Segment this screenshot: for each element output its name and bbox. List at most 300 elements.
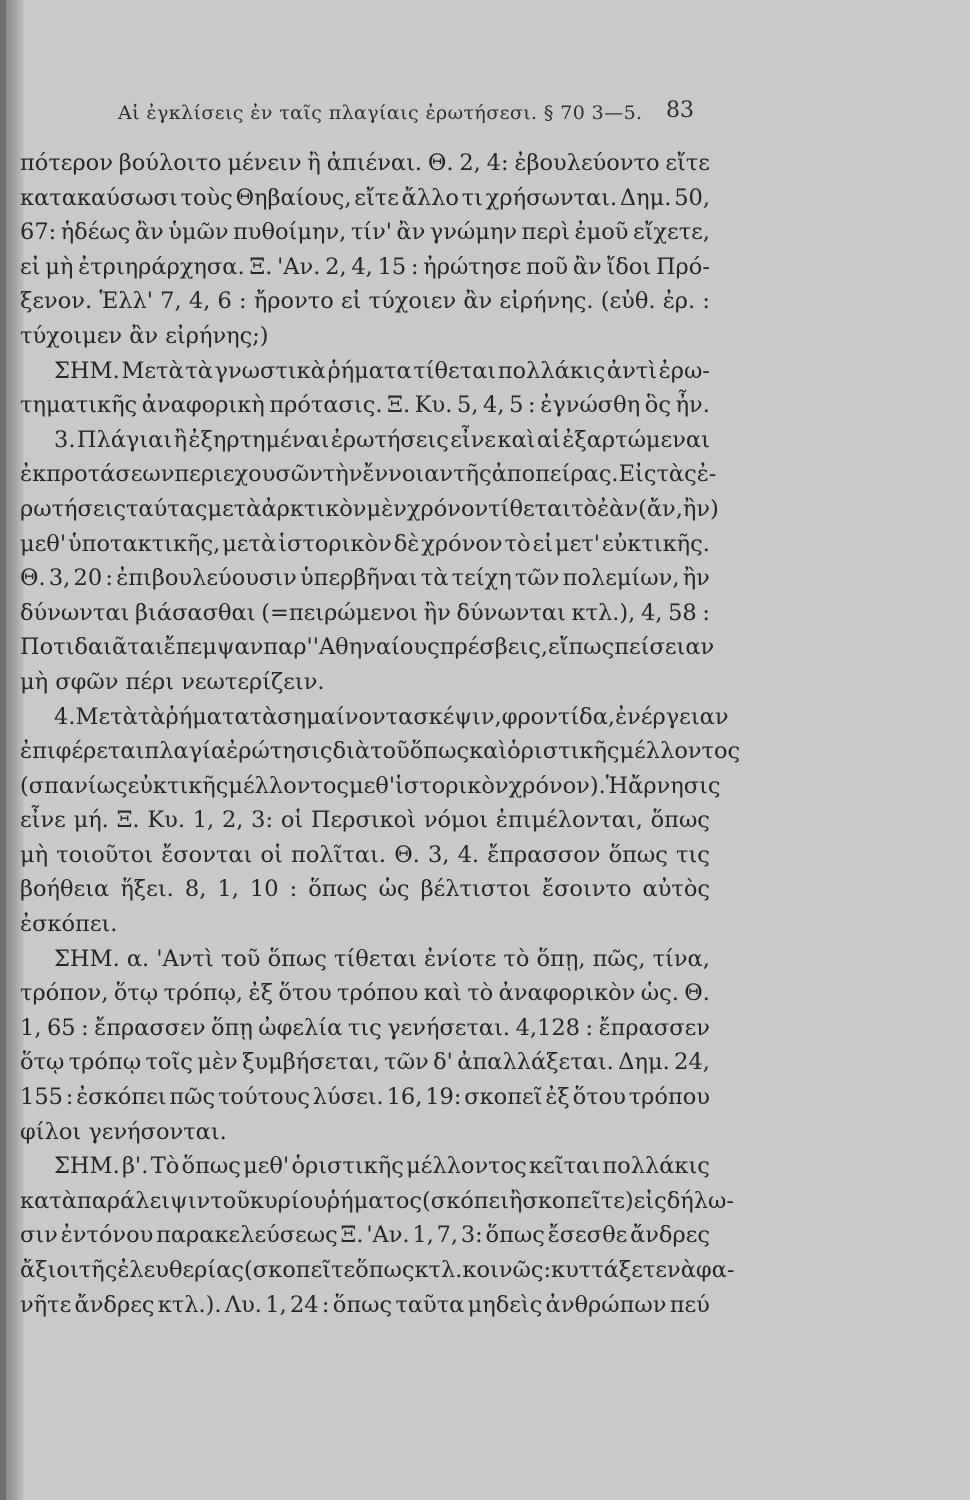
- word: ἐπιβουλεύουσιν: [116, 565, 297, 592]
- word: μὲν: [366, 495, 407, 522]
- word: τὸ: [503, 945, 530, 972]
- word: ἔσεσθε: [547, 1222, 628, 1249]
- text-line: [20, 423, 710, 458]
- word: τρόπον,: [20, 980, 109, 1007]
- word: Περσικοὶ: [310, 807, 417, 834]
- word: ἐκ: [20, 461, 47, 488]
- word: πρότασις.: [269, 392, 383, 419]
- word: ὅπως: [485, 1222, 545, 1249]
- word: ἐλευθερίας: [117, 1257, 245, 1283]
- word: ὅτῳ: [20, 1049, 65, 1076]
- word: (ἄν,: [638, 495, 683, 522]
- word: τίθεται: [488, 495, 572, 522]
- word: εἰ: [20, 253, 41, 280]
- word: Ποτιδαιᾶται: [20, 634, 164, 661]
- word: 24,: [674, 1049, 710, 1076]
- word: ἢν: [682, 565, 710, 592]
- word: ἄρνησις: [628, 772, 721, 799]
- word: β'.: [122, 1153, 149, 1180]
- word: Ξ.: [387, 392, 411, 419]
- word: 4.: [54, 703, 76, 730]
- word: αἱ: [536, 426, 561, 453]
- word: καὶ: [469, 738, 508, 765]
- word: μηδεὶς: [467, 1291, 543, 1318]
- word: ὅπως: [608, 841, 668, 868]
- word: 'Αν.: [277, 253, 321, 280]
- word: σκοπεῖτε): [522, 1187, 634, 1214]
- word: Μετὰ: [121, 357, 184, 384]
- word: ἐὰν: [597, 495, 639, 522]
- word: 10: [249, 876, 279, 903]
- word: ἐρώτησις: [226, 738, 333, 765]
- text-line: [20, 1218, 710, 1253]
- word: οἱ: [280, 807, 304, 834]
- word: 'Αντὶ: [156, 945, 214, 972]
- word: Ἡ: [605, 772, 629, 799]
- word: μέλλοντος: [228, 772, 350, 799]
- word: 155: [20, 1084, 63, 1111]
- word: τρόπῳ,: [163, 980, 244, 1007]
- word: πῶς: [169, 1084, 216, 1111]
- word: ἄνδρες: [630, 1222, 710, 1249]
- word: ἔπρασσεν: [94, 1014, 206, 1041]
- word: νόμοι: [423, 807, 489, 834]
- text-line: [20, 1253, 735, 1288]
- word: ὡς.: [640, 980, 679, 1007]
- word: κτλ.),: [571, 599, 636, 626]
- word: ἂν: [396, 219, 426, 246]
- word: ἀναφορικὴ: [141, 392, 265, 419]
- word: 'Αθηναίους: [312, 634, 440, 661]
- word: ἀναφορικὸν: [498, 980, 636, 1007]
- word: 7,: [436, 1222, 459, 1249]
- word: Ξ.: [116, 807, 140, 834]
- word: ἄλλο: [401, 184, 459, 211]
- word: φα-: [695, 1257, 735, 1283]
- word: ἐξ: [248, 980, 273, 1007]
- word: ξενον.: [20, 288, 93, 315]
- word: 3:: [251, 807, 274, 834]
- text-line: [20, 561, 710, 596]
- word: 3.: [54, 426, 76, 453]
- word: (=πειρώμενοι: [261, 599, 418, 626]
- word: ἐβουλεύοντο: [514, 150, 660, 176]
- word: παράλειψιν: [76, 1187, 211, 1214]
- word: Πλάγιαι: [76, 426, 173, 453]
- text-line: [20, 1080, 710, 1115]
- word: χρόνον: [406, 495, 489, 522]
- word: 4,: [351, 253, 373, 280]
- word: τίθεται: [413, 357, 497, 384]
- word: ἔπεμψαν: [163, 634, 264, 661]
- word: ἢ: [307, 150, 321, 176]
- word: τὰ: [420, 565, 449, 592]
- word: τις: [676, 841, 710, 868]
- text-line: [20, 1011, 710, 1046]
- word: τῆς: [453, 461, 492, 488]
- word: ὁριστικῆς: [291, 1153, 404, 1180]
- word: αὐτὸς: [642, 876, 710, 903]
- word: καὶ: [423, 980, 462, 1007]
- word: τὸ: [504, 530, 531, 557]
- word: τὰ: [185, 357, 213, 384]
- word: παρακελεύσεως: [156, 1222, 338, 1249]
- word: προτάσεων: [46, 461, 175, 488]
- word: πῶς,: [592, 945, 646, 972]
- word: τρόπου: [628, 1084, 710, 1111]
- word: 65: [46, 1014, 76, 1041]
- text-line: [20, 630, 715, 665]
- word: τις: [347, 1014, 382, 1041]
- word: ὁριστικῆς: [507, 738, 620, 765]
- text-line-content: τύχοιμεν ἂν εἰρήνης;): [20, 322, 269, 349]
- word: ἀρκτικὸν: [261, 495, 367, 522]
- word: α.: [126, 945, 150, 972]
- text-line: [20, 734, 741, 769]
- word: ἦν.: [675, 392, 710, 419]
- word: καὶ: [497, 426, 536, 453]
- word: τείχη: [451, 565, 512, 592]
- page-number: 83: [666, 98, 694, 123]
- word: ἐμοῦ: [574, 219, 629, 246]
- text-line: [20, 284, 710, 319]
- word: ἀνθρώπων: [545, 1291, 667, 1318]
- word: μεθ': [20, 530, 67, 557]
- word: Κυ.: [414, 392, 453, 419]
- word: γενήσεται.: [387, 1014, 511, 1041]
- text-line: [20, 976, 710, 1011]
- word: τοῦ: [220, 945, 261, 972]
- word: Τὸ: [150, 1153, 180, 1180]
- word: ὅπως: [650, 807, 710, 834]
- word: τρόπῳ: [68, 1049, 142, 1076]
- word: ὑποτακτικῆς,: [68, 530, 221, 557]
- word: ἥξει.: [120, 876, 174, 903]
- word: εὐκτικῆς: [127, 772, 229, 799]
- word: ὅπως: [308, 876, 368, 903]
- text-line: [20, 769, 721, 804]
- word: ὅπῃ: [210, 1014, 253, 1041]
- word: :: [289, 876, 298, 903]
- word: Κυ.: [147, 807, 185, 834]
- word: μή.: [73, 807, 109, 834]
- word: Ξ.: [249, 253, 273, 280]
- word: μεθ': [243, 1153, 290, 1180]
- word: ὡς: [378, 876, 410, 903]
- word: ἐπιμέλονται,: [495, 807, 643, 834]
- word: εἰ: [532, 530, 554, 557]
- text-line: [20, 1149, 710, 1184]
- word: ἐξαρτώμεναι: [562, 426, 710, 453]
- word: 3,: [427, 841, 450, 868]
- word: :: [81, 1014, 89, 1041]
- word: ἐτριηράρχησα.: [78, 253, 245, 280]
- word: ΣΗΜ.: [54, 945, 120, 972]
- word: μεθ': [349, 772, 396, 799]
- word: τοῖς: [145, 1049, 193, 1076]
- word: Δημ.: [619, 184, 672, 211]
- word: πρέσβεις,: [439, 634, 549, 661]
- word: ἀπαλλάξεται.: [457, 1049, 614, 1076]
- word: τὸ: [467, 980, 494, 1007]
- word: (σκόπει: [422, 1187, 510, 1214]
- word: 58: [668, 599, 697, 626]
- word: :: [239, 288, 247, 315]
- word: :: [321, 1291, 330, 1318]
- word: :: [702, 599, 710, 626]
- word: πολεμίων,: [562, 565, 680, 592]
- word: 15: [377, 253, 407, 280]
- word: 5,: [456, 392, 479, 419]
- word: Πρό-: [655, 253, 710, 280]
- word: ἐξ: [545, 1084, 570, 1111]
- word: ἐπιφέρεται: [20, 738, 145, 765]
- word: ἢ: [509, 1187, 523, 1214]
- word: Θ.: [394, 841, 420, 868]
- word: ἐξηρτημέναι: [188, 426, 330, 453]
- word: τοῦ: [370, 738, 410, 765]
- word: ἢν): [682, 495, 719, 522]
- word: Μετὰ: [75, 703, 138, 730]
- word: σκοπεῖ: [464, 1084, 543, 1111]
- word: :: [410, 253, 419, 280]
- text-line: [20, 665, 710, 700]
- word: λύσει.: [312, 1084, 384, 1111]
- word: εἴτε: [354, 184, 399, 211]
- word: ἐ-: [696, 461, 717, 488]
- word: εἰ: [340, 288, 362, 315]
- word: βοήθεια: [20, 876, 110, 903]
- word: εἰς: [633, 1187, 667, 1214]
- word: κυρίου: [249, 1187, 327, 1214]
- word: σκέψιν,: [413, 703, 502, 730]
- word: βούλοιτο: [118, 150, 222, 176]
- text-line: [20, 700, 729, 735]
- word: πείσειαν: [614, 634, 715, 661]
- word: ῥήματος: [326, 1187, 423, 1214]
- word: εἶνε: [450, 426, 497, 453]
- word: 67:: [20, 219, 57, 246]
- word: 4,: [640, 599, 663, 626]
- word: ἔπρασσεν: [598, 1014, 710, 1041]
- word: ἀποπείρας.: [491, 461, 619, 488]
- word: νὰ: [667, 1257, 696, 1283]
- word: 2,: [459, 150, 481, 176]
- word: 19:: [425, 1084, 462, 1111]
- word: τοὺς: [180, 184, 233, 211]
- text-line: [20, 146, 710, 181]
- word: πότερον: [20, 150, 113, 176]
- text-line-content: φίλοι γενήσονται.: [20, 1118, 227, 1145]
- word: (εὐθ.: [600, 288, 656, 315]
- word: ῥήματα: [327, 357, 412, 384]
- word: ῥήματα: [165, 703, 250, 730]
- word: ἔσοιντο: [542, 876, 632, 903]
- text-line: [20, 907, 710, 942]
- word: τῶν: [384, 1049, 429, 1076]
- word: :: [543, 1257, 552, 1283]
- word: τηματικῆς: [20, 392, 138, 419]
- word: ρωτήσεις: [20, 495, 126, 522]
- word: 2,: [325, 253, 347, 280]
- word: ὅτῳ: [113, 980, 159, 1007]
- word: :: [65, 1084, 74, 1111]
- word: 'Αν.: [366, 1222, 410, 1249]
- word: 2,: [221, 807, 244, 834]
- word: ἐνέργειαν: [615, 703, 729, 730]
- word: εἴπως: [548, 634, 615, 661]
- word: μένειν: [227, 150, 302, 176]
- word: χρόνον: [421, 530, 503, 557]
- word: Θηβαίους,: [235, 184, 352, 211]
- word: δύνωνται: [456, 599, 566, 626]
- text-line: [20, 250, 710, 285]
- word: ὅπως: [332, 1291, 393, 1318]
- word: ἡδέως: [60, 219, 131, 246]
- word: δύνωνται: [20, 599, 130, 626]
- word: κατὰ: [20, 1187, 77, 1214]
- word: 1,: [192, 807, 215, 834]
- word: κυττάξετε: [551, 1257, 668, 1283]
- word: 1,: [412, 1222, 434, 1249]
- text-line: [20, 838, 710, 873]
- word: ἐντόνου: [60, 1222, 154, 1249]
- word: Θ.: [684, 980, 710, 1007]
- word: εἴτε: [665, 150, 710, 176]
- word: ξυμβήσεται,: [242, 1049, 380, 1076]
- word: ἠρώτησε: [423, 253, 522, 280]
- text-line: [20, 319, 710, 354]
- word: τῆς: [78, 1257, 118, 1283]
- text-line: [20, 1288, 710, 1323]
- word: :: [528, 392, 536, 419]
- word: ὅπῃ,: [536, 945, 586, 972]
- word: :: [702, 288, 710, 315]
- word: τι: [461, 184, 483, 211]
- word: τὸ: [571, 495, 598, 522]
- word: βιάσασθαι: [135, 599, 256, 626]
- word: τίνα,: [652, 945, 710, 972]
- word: Εἰς: [618, 461, 657, 488]
- text-line: [20, 803, 710, 838]
- word: 4,128: [515, 1014, 580, 1041]
- word: παρ': [263, 634, 313, 661]
- word: ὃς: [644, 392, 671, 419]
- word: σιν: [20, 1222, 58, 1249]
- running-head: Αἱ ἐγκλίσεις ἐν ταῖς πλαγίαις ἐρωτήσεσι. § 70 3—5.: [118, 102, 643, 124]
- word: :: [105, 565, 113, 592]
- word: ποῦ: [526, 253, 569, 280]
- word: πολῖται.: [291, 841, 387, 868]
- word: δὲ: [393, 530, 420, 557]
- word: ἄξιοι: [20, 1257, 79, 1283]
- word: μετὰ: [207, 495, 262, 522]
- word: κεῖται: [529, 1153, 601, 1180]
- word: τὴν: [322, 461, 363, 488]
- word: πλαγία: [144, 738, 227, 765]
- word: 7,: [160, 288, 182, 315]
- word: ἐρω-: [658, 357, 710, 384]
- word: τὰ: [137, 703, 166, 730]
- word: 16,: [386, 1084, 423, 1111]
- word: ἢν: [423, 599, 451, 626]
- word: 4,: [483, 392, 505, 419]
- word: (σπανίως: [20, 772, 128, 799]
- word: κτλ.: [414, 1257, 463, 1283]
- body-text: [20, 146, 741, 1322]
- word: εἴχετε,: [632, 219, 710, 246]
- word: ἂν: [134, 219, 164, 246]
- word: Λυ.: [224, 1291, 262, 1318]
- word: 5: [509, 392, 524, 419]
- word: ταῦτα: [395, 1291, 465, 1318]
- word: χρόνον).: [508, 772, 606, 799]
- word: 4,: [188, 288, 211, 315]
- word: εὐκτικῆς.: [601, 530, 710, 557]
- word: ἐνίοτε: [424, 945, 497, 972]
- text-line: [20, 527, 710, 562]
- word: ἔννοιαν: [362, 461, 454, 488]
- text-line: [20, 596, 710, 631]
- word: γνώμην: [429, 219, 518, 246]
- word: πεύ: [669, 1291, 710, 1318]
- word: εἰρήνης.: [499, 288, 594, 315]
- word: :: [585, 1014, 594, 1041]
- word: τίν': [350, 219, 392, 246]
- word: 1,: [265, 1291, 287, 1318]
- word: 8,: [184, 876, 207, 903]
- word: 6: [217, 288, 232, 315]
- text-line: [20, 354, 710, 389]
- word: 20: [73, 565, 103, 592]
- word: ἀντὶ: [606, 357, 658, 384]
- word: τὰς: [656, 461, 697, 488]
- text-line: [20, 872, 710, 907]
- word: ΣΗΜ.: [54, 1153, 120, 1180]
- word: ἱστορικὸν: [278, 530, 392, 557]
- word: Δημ.: [618, 1049, 670, 1076]
- word: ἢ: [173, 426, 188, 453]
- word: ἂν: [463, 288, 493, 315]
- word: ἴδοι: [606, 253, 652, 280]
- word: δ': [433, 1049, 453, 1076]
- word: φροντίδα,: [501, 703, 616, 730]
- word: 24: [290, 1291, 319, 1318]
- word: κτλ.).: [157, 1291, 222, 1318]
- word: διὰ: [332, 738, 371, 765]
- word: νῆτε: [20, 1291, 72, 1318]
- word: ὅτου: [278, 980, 332, 1007]
- word: μέλλοντος: [619, 738, 741, 765]
- word: ὠφελία: [258, 1014, 343, 1041]
- word: τύχοιεν: [368, 288, 457, 315]
- word: (σκοπεῖτε: [244, 1257, 356, 1283]
- word: ἱστορικὸν: [395, 772, 509, 799]
- text-line-content: μὴ σφῶν πέρι νεωτερίζειν.: [20, 668, 325, 695]
- word: ἀπιέναι.: [326, 150, 423, 176]
- text-line: [20, 1115, 710, 1150]
- word: ἂν: [572, 253, 602, 280]
- word: τὰ: [249, 703, 278, 730]
- word: εἶνε: [20, 807, 66, 834]
- word: χρήσωνται.: [485, 184, 618, 211]
- word: μὴ: [20, 841, 49, 868]
- word: 3:: [460, 1222, 483, 1249]
- word: τοιοῦτοι: [56, 841, 154, 868]
- word: 1,: [20, 1014, 42, 1041]
- word: μετ': [555, 530, 600, 557]
- word: ἐσκόπει: [76, 1084, 167, 1111]
